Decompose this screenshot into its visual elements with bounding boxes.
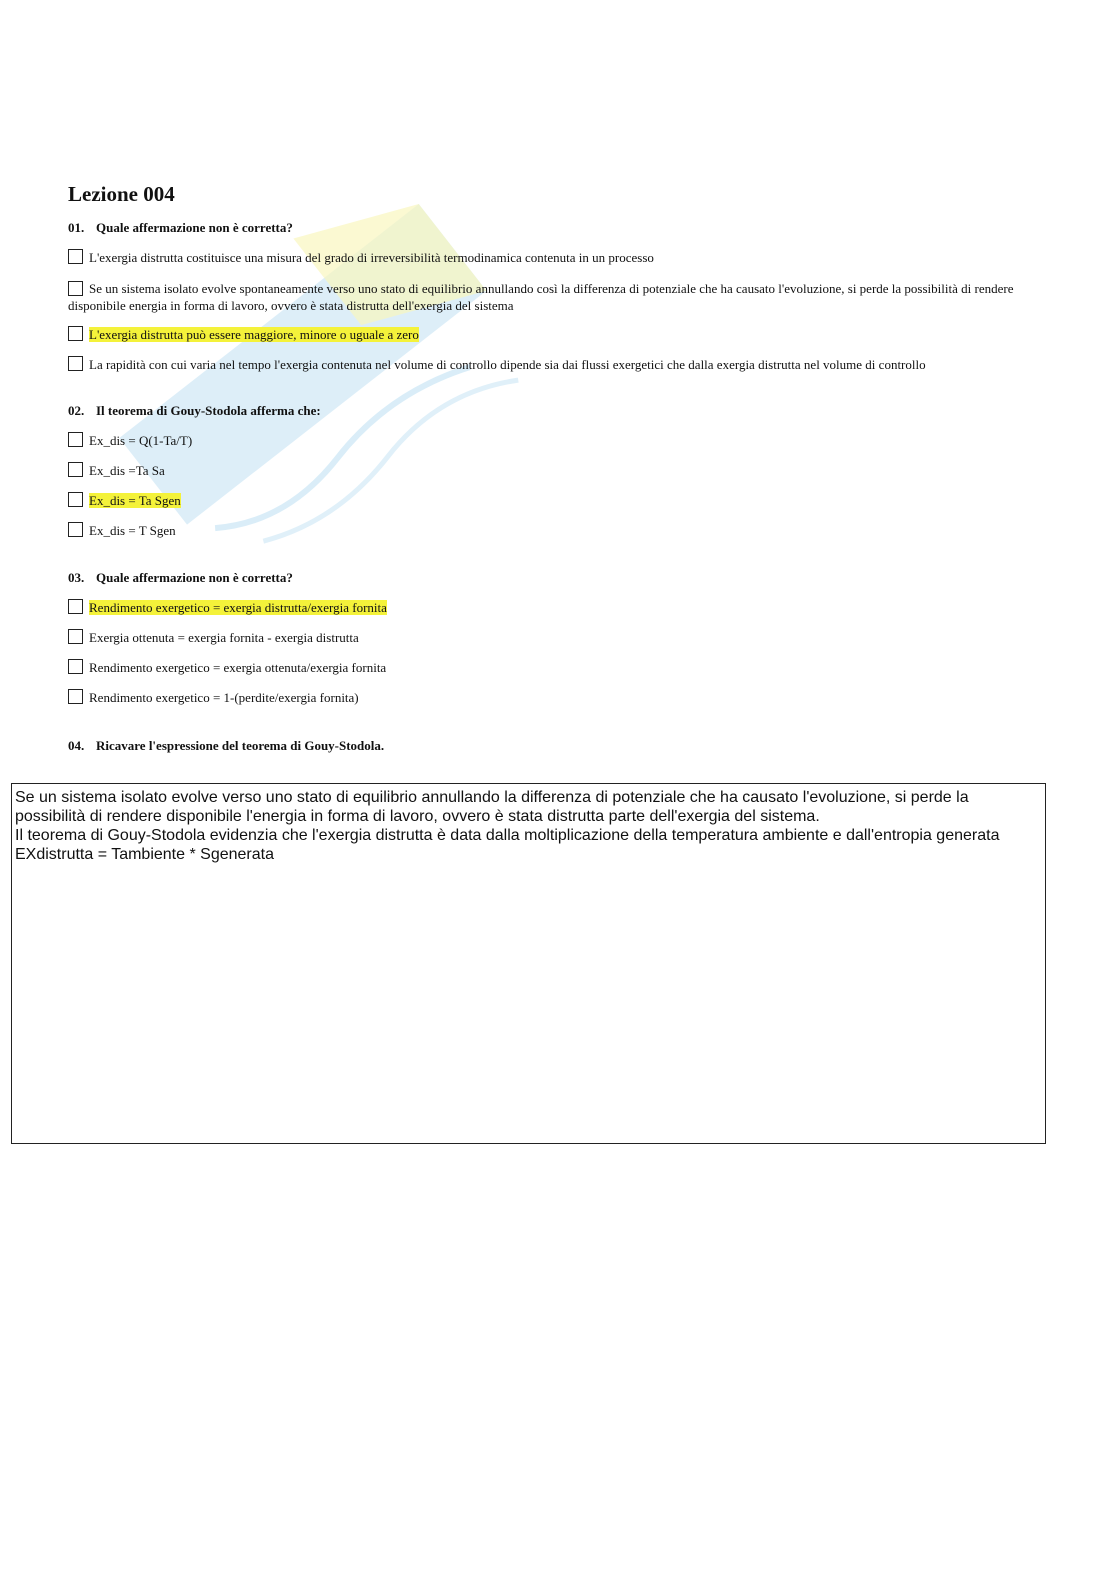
checkbox-icon[interactable] — [68, 462, 83, 477]
option-text-highlighted: Ex_dis = Ta Sgen — [89, 493, 181, 508]
question-heading — [68, 737, 1038, 755]
answer-option-selected[interactable] — [68, 599, 1038, 616]
question-number: 02. — [68, 403, 85, 418]
answer-option-selected[interactable] — [68, 326, 1038, 343]
question-text: Quale affermazione non è corretta? — [96, 220, 293, 235]
answer-line-3: EXdistrutta = Tambiente * Sgenerata — [15, 846, 274, 863]
option-text: Se un sistema isolato evolve spontaneamente verso uno stato di equilibrio annullando così la differenza di potenziale che ha causato l'evoluzione, si perde la possibilità di rendere disponibile energia in forma di lavoro, ovvero è stata distrutta dell'exergia del sistema — [68, 281, 1014, 313]
question-number: 03. — [68, 570, 85, 585]
option-text: L'exergia distrutta costituisce una misura del grado di irreversibilità termodinamica contenuta in un processo — [89, 250, 654, 265]
question-01 — [68, 219, 1038, 373]
checkbox-icon[interactable] — [68, 326, 83, 341]
answer-option[interactable] — [68, 462, 1038, 479]
checkbox-icon[interactable] — [68, 432, 83, 447]
checkbox-icon[interactable] — [68, 356, 83, 371]
option-text: La rapidità con cui varia nel tempo l'exergia contenuta nel volume di controllo dipende sia dai flussi exergetici che dalla exergia distrutta nel volume di controllo — [89, 357, 926, 372]
checkbox-icon[interactable] — [68, 659, 83, 674]
option-text: Ex_dis = T Sgen — [89, 523, 176, 538]
question-heading — [68, 219, 1038, 237]
answer-option[interactable] — [68, 629, 1038, 646]
checkbox-icon[interactable] — [68, 522, 83, 537]
question-04 — [68, 737, 1038, 755]
question-text: Il teorema di Gouy-Stodola afferma che: — [96, 403, 321, 418]
answer-line-1: Se un sistema isolato evolve verso uno stato di equilibrio annullando la differenza di potenziale che ha causato l'evoluzione, si perde la possibilità di rendere disponibile l'energia in forma di lavoro, ovvero è stata distrutta parte dell'exergia del sistema. — [15, 789, 969, 825]
checkbox-icon[interactable] — [68, 492, 83, 507]
question-number: 04. — [68, 738, 85, 753]
question-heading — [68, 569, 1038, 587]
question-text: Ricavare l'espressione del teorema di Gouy-Stodola. — [96, 738, 385, 753]
answer-line-2: Il teorema di Gouy-Stodola evidenzia che l'exergia distrutta è data dalla moltiplicazione della temperatura ambiente e dall'entropia generata — [15, 827, 1000, 844]
question-03 — [68, 569, 1038, 706]
checkbox-icon[interactable] — [68, 599, 83, 614]
checkbox-icon[interactable] — [68, 689, 83, 704]
checkbox-icon[interactable] — [68, 281, 83, 296]
page-title: Lezione 004 — [68, 182, 175, 206]
answer-option[interactable] — [68, 432, 1038, 449]
checkbox-icon[interactable] — [68, 629, 83, 644]
answer-option[interactable] — [68, 280, 1038, 314]
option-text: Rendimento exergetico = 1-(perdite/exergia fornita) — [89, 690, 359, 705]
option-text-highlighted: Rendimento exergetico = exergia distrutta/exergia fornita — [89, 600, 387, 615]
question-text: Quale affermazione non è corretta? — [96, 570, 293, 585]
answer-option[interactable] — [68, 659, 1038, 676]
checkbox-icon[interactable] — [68, 249, 83, 264]
option-text: Rendimento exergetico = exergia ottenuta/exergia fornita — [89, 660, 387, 675]
answer-option[interactable] — [68, 356, 1038, 373]
question-heading — [68, 402, 1038, 420]
answer-option[interactable] — [68, 249, 1038, 266]
option-text: Ex_dis =Ta Sa — [89, 463, 165, 478]
answer-option[interactable] — [68, 522, 1038, 539]
answer-option[interactable] — [68, 689, 1038, 706]
question-number: 01. — [68, 220, 85, 235]
option-text: Ex_dis = Q(1-Ta/T) — [89, 433, 193, 448]
answer-option-selected[interactable] — [68, 492, 1038, 509]
option-text-highlighted: L'exergia distrutta può essere maggiore, minore o uguale a zero — [89, 327, 419, 342]
answer-textbox[interactable] — [11, 783, 1046, 1144]
question-02 — [68, 402, 1038, 539]
option-text: Exergia ottenuta = exergia fornita - exergia distrutta — [89, 630, 359, 645]
